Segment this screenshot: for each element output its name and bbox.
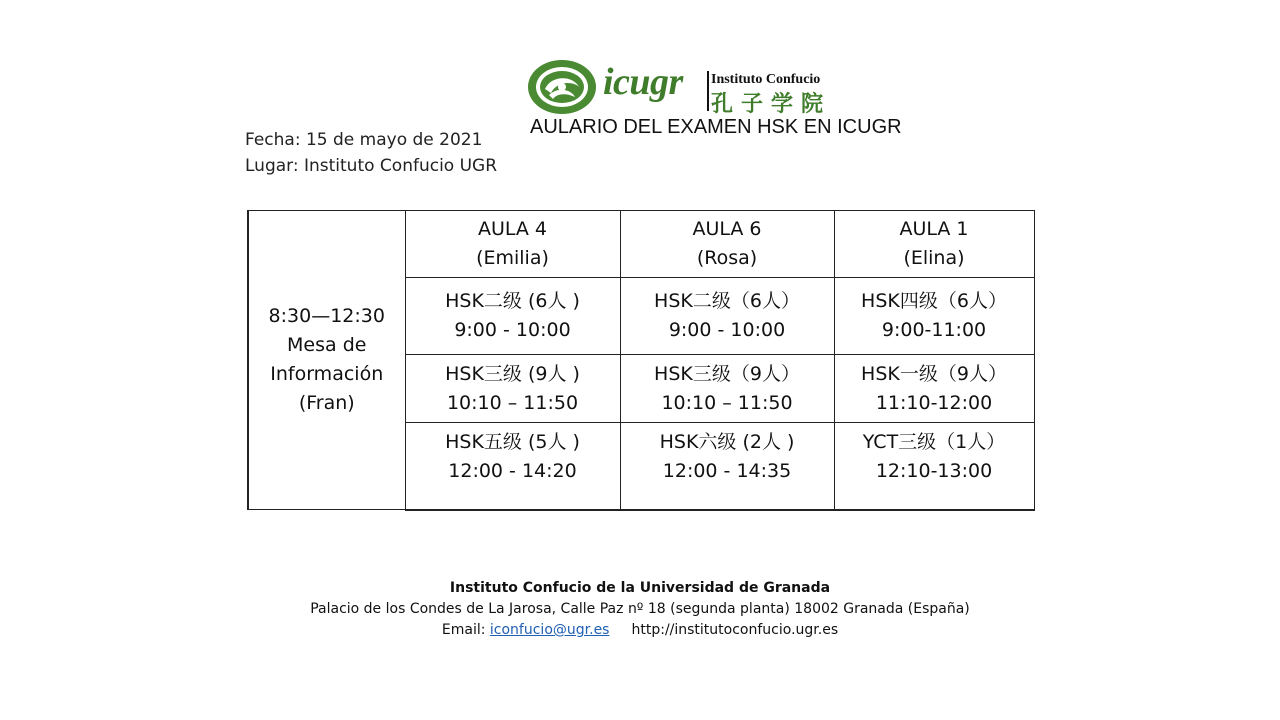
exam-schedule-table xyxy=(247,210,1035,511)
exam-level: HSK四级（6人） xyxy=(861,290,1007,313)
info-label-line2: Información xyxy=(270,363,384,385)
footer-organization: Instituto Confucio de la Universidad de Granada xyxy=(449,580,831,596)
logo-name-en: Instituto Confucio xyxy=(711,72,821,87)
header-aula-6 xyxy=(620,211,834,278)
exam-cell xyxy=(834,278,1034,355)
aula-proctor: (Emilia) xyxy=(476,247,549,270)
header-aula-4 xyxy=(405,211,620,278)
exam-time: 9:00 - 10:00 xyxy=(454,319,571,342)
exam-date: Fecha: 15 de mayo de 2021 xyxy=(245,130,483,150)
exam-level: HSK二级 (6人 ) xyxy=(445,290,580,313)
confucius-institute-emblem-icon xyxy=(527,59,597,115)
footer-contact xyxy=(0,620,1280,641)
exam-time: 12:00 - 14:20 xyxy=(448,459,577,482)
logo-name-cn: 孔子学院 xyxy=(711,91,832,117)
exam-cell xyxy=(620,422,834,509)
exam-time: 12:10-13:00 xyxy=(875,459,993,482)
logo-wordmark: icugr xyxy=(603,61,683,103)
footer-email-link[interactable]: iconfucio@ugr.es xyxy=(489,622,610,638)
aula-label: AULA 1 xyxy=(899,218,969,241)
aula-label: AULA 4 xyxy=(477,218,548,241)
exam-cell xyxy=(620,278,834,355)
aula-proctor: (Elina) xyxy=(903,247,965,270)
aula-proctor: (Rosa) xyxy=(696,247,758,270)
exam-location: Lugar: Instituto Confucio UGR xyxy=(245,156,498,176)
exam-time: 10:10 – 11:50 xyxy=(661,391,793,414)
exam-time: 9:00 - 10:00 xyxy=(668,319,786,342)
exam-level: YCT三级（1人） xyxy=(862,430,1006,453)
exam-cell xyxy=(834,355,1034,422)
exam-level: HSK六级 (2人 ) xyxy=(659,430,795,453)
header-aula-1 xyxy=(834,211,1034,278)
institute-logo xyxy=(527,57,867,117)
table-header-row xyxy=(248,211,1034,278)
info-staff: (Fran) xyxy=(298,392,355,414)
exam-cell xyxy=(620,355,834,422)
page-footer xyxy=(0,578,1280,641)
exam-time: 9:00-11:00 xyxy=(881,319,987,342)
exam-time: 12:00 - 14:35 xyxy=(662,459,792,482)
exam-level: HSK一级（9人） xyxy=(861,362,1007,385)
exam-time: 10:10 – 11:50 xyxy=(446,391,579,414)
exam-level: HSK五级 (5人 ) xyxy=(445,430,580,453)
aula-label: AULA 6 xyxy=(692,218,762,241)
info-label-line1: Mesa de xyxy=(287,334,367,356)
info-time: 8:30—12:30 xyxy=(268,305,385,327)
exam-cell xyxy=(834,422,1034,509)
exam-cell xyxy=(405,355,620,422)
exam-level: HSK二级（6人） xyxy=(654,290,800,313)
exam-level: HSK三级 (9人 ) xyxy=(445,362,580,385)
exam-cell xyxy=(405,422,620,509)
logo-divider xyxy=(707,71,709,111)
document-title: AULARIO DEL EXAMEN HSK EN ICUGR xyxy=(530,116,902,138)
exam-cell xyxy=(405,278,620,355)
exam-level: HSK三级（9人） xyxy=(654,362,800,385)
information-desk-cell xyxy=(248,211,405,510)
footer-website: http://institutoconfucio.ugr.es xyxy=(631,622,839,638)
footer-email-label: Email: xyxy=(441,622,490,638)
exam-time: 11:10-12:00 xyxy=(875,391,993,414)
exam-meta xyxy=(245,127,497,179)
footer-address: Palacio de los Condes de La Jarosa, Calle Paz nº 18 (segunda planta) 18002 Granada (España) xyxy=(310,601,970,617)
